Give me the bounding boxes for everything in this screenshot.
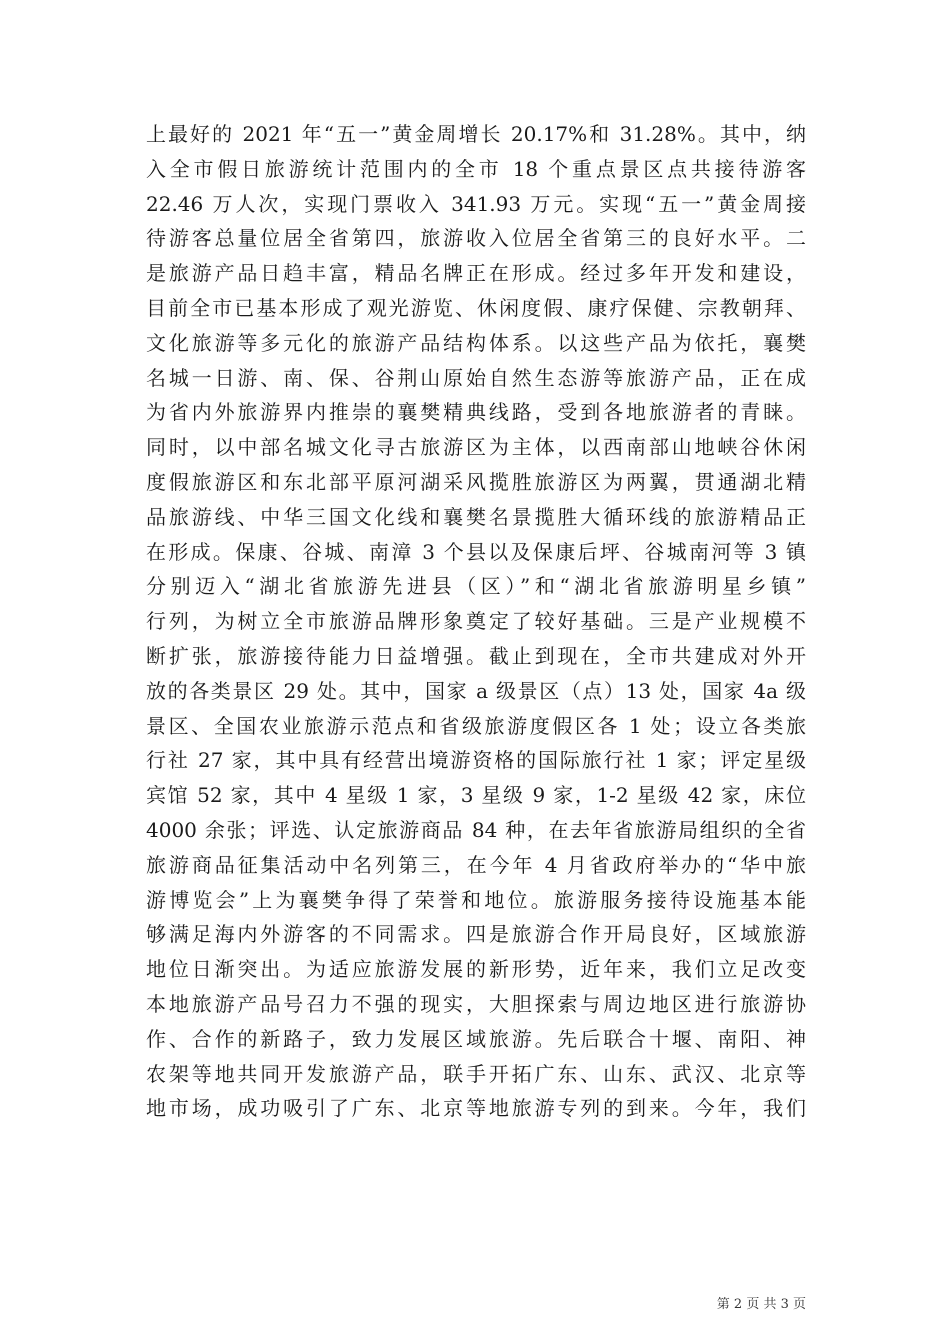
text-line: 名城一日游、南、保、谷荆山原始自然生态游等旅游产品，正在成 [146, 365, 806, 390]
text-line: 地位日渐突出。为适应旅游发展的新形势，近年来，我们立足改变 [146, 957, 806, 982]
text-line: 是旅游产品日趋丰富，精品名牌正在形成。经过多年开发和建设， [146, 261, 806, 286]
text-line: 景区、全国农业旅游示范点和省级旅游度假区各 1 处；设立各类旅 [146, 713, 806, 738]
text-line: 分别迈入“湖北省旅游先进县（区）”和“湖北省旅游明星乡镇” [146, 574, 806, 599]
text-line: 行社 27 家，其中具有经营出境游资格的国际旅行社 1 家；评定星级 [146, 748, 806, 773]
text-line: 在形成。保康、谷城、南漳 3 个县以及保康后坪、谷城南河等 3 镇 [146, 539, 806, 564]
body-text [146, 117, 806, 1126]
text-line: 本地旅游产品号召力不强的现实，大胆探索与周边地区进行旅游协 [146, 991, 806, 1016]
text-line: 待游客总量位居全省第四，旅游收入位居全省第三的良好水平。二 [146, 226, 806, 251]
text-line: 游博览会”上为襄樊争得了荣誉和地位。旅游服务接待设施基本能 [146, 887, 806, 912]
text-line: 够满足海内外游客的不同需求。四是旅游合作开局良好，区域旅游 [146, 922, 806, 947]
text-line: 品旅游线、中华三国文化线和襄樊名景揽胜大循环线的旅游精品正 [146, 504, 806, 529]
text-line: 作、合作的新路子，致力发展区域旅游。先后联合十堰、南阳、神 [146, 1026, 806, 1051]
text-line: 度假旅游区和东北部平原河湖采风揽胜旅游区为两翼，贯通湖北精 [146, 469, 806, 494]
text-line: 4000 余张；评选、认定旅游商品 84 种，在去年省旅游局组织的全省 [146, 817, 806, 842]
text-line: 行列，为树立全市旅游品牌形象奠定了较好基础。三是产业规模不 [146, 609, 806, 634]
text-line: 文化旅游等多元化的旅游产品结构体系。以这些产品为依托，襄樊 [146, 330, 806, 355]
text-line: 宾馆 52 家，其中 4 星级 1 家，3 星级 9 家，1-2 星级 42 家，床位 [146, 783, 806, 808]
text-line: 上最好的 2021 年“五一”黄金周增长 20.17%和 31.28%。其中，纳 [146, 122, 806, 146]
text-line: 旅游商品征集活动中名列第三，在今年 4 月省政府举办的“华中旅 [146, 852, 806, 877]
text-line: 为省内外旅游界内推崇的襄樊精典线路，受到各地旅游者的青睐。 [146, 400, 806, 425]
text-line: 22.46 万人次，实现门票收入 341.93 万元。实现“五一”黄金周接 [146, 191, 806, 216]
text-line: 放的各类景区 29 处。其中，国家 a 级景区（点）13 处，国家 4a 级 [146, 678, 806, 703]
text-line: 地市场，成功吸引了广东、北京等地旅游专列的到来。今年，我们 [146, 1096, 806, 1121]
text-line: 入全市假日旅游统计范围内的全市 18 个重点景区点共接待游客 [146, 156, 806, 181]
text-line: 目前全市已基本形成了观光游览、休闲度假、康疗保健、宗教朝拜、 [146, 295, 806, 320]
text-line: 农架等地共同开发旅游产品，联手开拓广东、山东、武汉、北京等 [146, 1061, 806, 1086]
page-number: 第 2 页 共 3 页 [716, 1297, 806, 1312]
text-line: 同时，以中部名城文化寻古旅游区为主体，以西南部山地峡谷休闲 [146, 435, 806, 460]
text-line: 断扩张，旅游接待能力日益增强。截止到现在，全市共建成对外开 [146, 643, 806, 668]
